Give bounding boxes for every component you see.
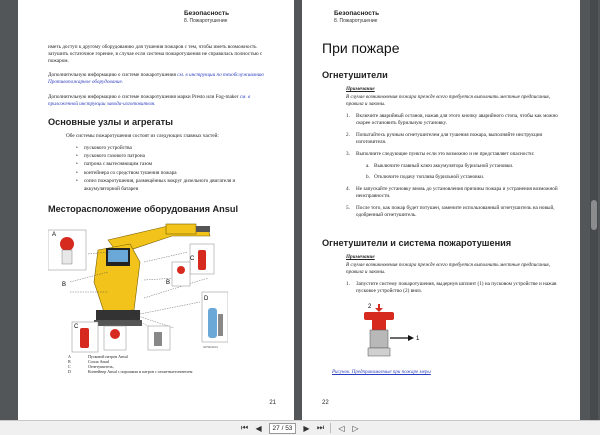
substeps — [356, 163, 566, 181]
page-header — [184, 10, 229, 24]
manufacturer-link[interactable]: см. в приложенной инструкции завода-изготовителя. — [48, 94, 251, 107]
header-title: Безопасность — [184, 10, 230, 17]
forward-icon[interactable]: ▷ — [352, 423, 359, 433]
note-text-2: В случае возникновения пожара прежде всего требуется выполнить местные предписания, правила и законы. — [346, 262, 551, 275]
figure-label-a: A — [52, 232, 57, 238]
intro-paragraph-1: иметь доступ к другому оборудованию для тушения пожаров с тем, чтобы иметь возможность затушить остаточное горение, в случае если система пожаротушения не справилась полностью с пожаром. — [48, 44, 263, 64]
equipment-location-figure — [48, 222, 228, 355]
legend-key: B — [68, 359, 71, 364]
figure-code: GPSR1101 — [203, 345, 218, 349]
legend-text: Сопла Ansul — [88, 359, 110, 364]
scroll-thumb[interactable] — [591, 200, 597, 230]
units-list-item: • сопел пожаротушения, размещённых вокруг дизельного двигателя и аккумуляторной батареи — [76, 177, 266, 193]
steps-list-2 — [346, 281, 566, 300]
step-5: 5. После того, как пожар будет потушен, замените использованный огнетушитель на новый, одобренный огнетушитель. — [346, 205, 555, 218]
units-list-item: • контейнера со средством тушения пожара — [76, 169, 266, 177]
section-title-units: Основные узлы и агрегаты — [48, 117, 173, 127]
section-lead: Обе системы пожаротушения состоят из следующих главных частей: — [66, 133, 219, 139]
header-subtitle: 8. Пожаротушение — [334, 18, 378, 24]
units-list — [76, 144, 266, 193]
section-title-extinguishers: Огнетушители — [322, 70, 388, 80]
intro-paragraph-2: Дополнительную информацию о системе пожаротушения см. в инструкции по техобслуживанию Противопожарное оборудование. — [48, 72, 264, 85]
page-21 — [18, 0, 294, 420]
page-header — [334, 10, 379, 24]
units-list-item: • патрона с вытесняющим газом — [76, 160, 266, 168]
legend-text: Контейнер Ansul с порошком и патрон с газом-вытеснителем — [88, 369, 193, 374]
page-number: 22 — [322, 400, 329, 406]
page-navigation-toolbar — [0, 420, 600, 435]
section-title-location: Месторасположение оборудования Ansul — [48, 204, 239, 214]
step-2: 2. Попытайтесь ручным огнетушителем для тушения пожара, выполняйте инструкции изготовителя. — [346, 132, 543, 145]
units-list-item: • пускового газового патрона — [76, 152, 266, 160]
vertical-scrollbar[interactable] — [590, 0, 598, 420]
legend-key: D — [68, 369, 71, 374]
fire-actuator-figure — [332, 302, 442, 364]
fig-label-2: 2 — [368, 304, 372, 310]
figure-caption: Рисунок. Предпринимаемые при пожаре меры — [332, 370, 431, 375]
note-label-2: Примечание — [346, 254, 375, 260]
back-icon[interactable]: ◁ — [338, 423, 345, 433]
figure-label-b2: B — [166, 280, 171, 286]
page-22 — [302, 0, 580, 420]
last-page-icon[interactable]: ⏭ — [316, 423, 325, 432]
previous-page-icon[interactable]: ◀ — [255, 423, 262, 433]
section-title-system: Огнетушители и система пожаротушения — [322, 238, 512, 248]
fig-label-1: 1 — [416, 336, 420, 342]
legend-row — [68, 369, 192, 374]
figure-label-b1: B — [62, 282, 67, 288]
page-number-input[interactable]: 27 / 53 — [269, 423, 297, 434]
figure-legend — [68, 354, 192, 374]
substep-b: b. Отключите подачу топлива бурильной установки. — [366, 174, 485, 180]
step-3: 3. Выполните следующие пункты если это возможно и не представляет опасности: a. Выключите главный ключ аккумулятора бурильной установки. b. Отключите подачу топлива бурильной установки. — [346, 151, 566, 181]
first-page-icon[interactable]: ⏮ — [240, 423, 249, 432]
toolbar-divider — [330, 423, 331, 433]
note-label: Примечание — [346, 86, 375, 92]
legend-key: A — [68, 354, 71, 359]
page-number: 21 — [269, 400, 276, 406]
intro-paragraph-3: Дополнительную информацию о системе пожаротушения марки Presto или Fog-maker см. в приложенной инструкции завода-изготовителя. — [48, 94, 251, 107]
step-2-1: 1. Запустите систему пожаротушения, выдернув шплинт (1) на пусковом устройстве и нажав пусковое устройство (2) вниз. — [346, 281, 557, 294]
legend-key: C — [68, 364, 71, 369]
figure-label-c1: C — [190, 256, 195, 262]
figure-label-d: D — [204, 296, 209, 302]
step-4: 4. Не запускайте установку вновь до установления причины пожара и устранения возможной неисправности. — [346, 186, 558, 199]
header-title: Безопасность — [334, 10, 380, 17]
units-list-item: • пускового устройства — [76, 144, 266, 152]
steps-list — [346, 113, 566, 224]
maintenance-link[interactable]: см. в инструкции по техобслуживанию Противопожарное оборудование. — [48, 72, 264, 85]
figure-label-c2: C — [74, 324, 79, 330]
legend-text: Огнетушитель, — [88, 364, 114, 369]
legend-text: Пусковой патрон Ansul — [88, 354, 128, 359]
page-title: При пожаре — [322, 40, 400, 56]
note-text: В случае возникновения пожара прежде всего требуется выполнить местные предписания, правила и законы. — [346, 94, 551, 107]
header-subtitle: 8. Пожаротушение — [184, 18, 228, 24]
step-1: 1. Включите аварийный останов, нажав для этого кнопку аварийного стопа, чтобы как можно скорее остановить бурильную установку. — [346, 113, 558, 126]
substep-a: a. Выключите главный ключ аккумулятора бурильной установки. — [366, 163, 514, 169]
next-page-icon[interactable]: ▶ — [303, 423, 310, 433]
